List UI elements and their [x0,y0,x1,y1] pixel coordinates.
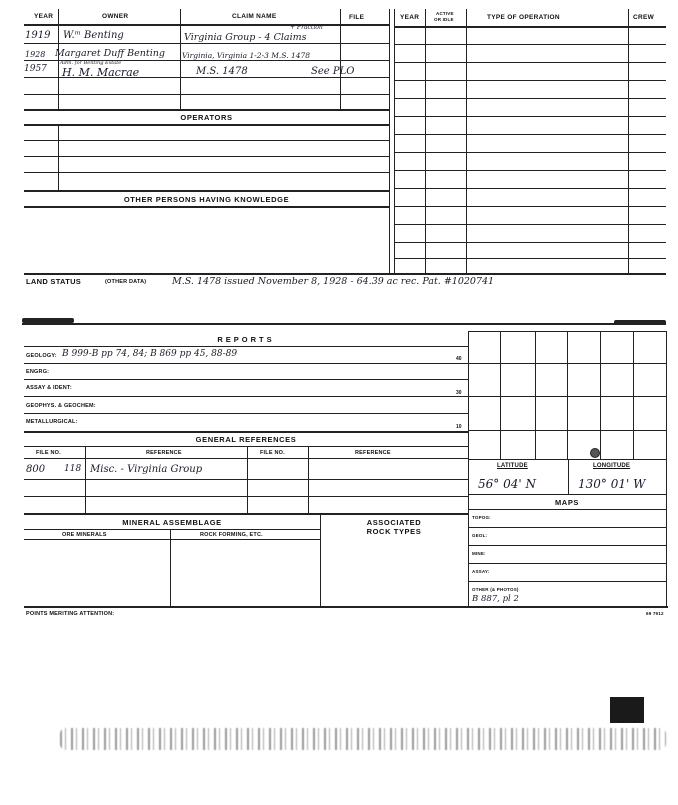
header-year-2: YEAR [400,14,420,21]
rock-forming-label: ROCK FORMING, ETC. [200,532,263,538]
general-references-title: GENERAL REFERENCES [195,435,297,444]
land-status-sublabel: (OTHER DATA) [105,279,147,285]
metallurgical-label: METALLURGICAL: [26,419,78,425]
owner-row-3-owner-note: Adm. for Benting Estate [60,60,122,66]
header-active: ACTIVE [436,11,454,16]
owner-row-2-year: 1928 [25,50,46,59]
reports-number-30: 30 [456,390,462,396]
rock-types-label: ROCK TYPES [366,527,422,536]
longitude-value: 130° 01' W [578,477,646,491]
ore-minerals-label: ORE MINERALS [62,532,107,538]
owner-row-3-owner: H. M. Macrae [62,66,140,79]
maps-other-value: B 887, pl 2 [472,594,519,604]
ref-row-1-reference: Misc. - Virginia Group [90,464,203,475]
header-owner: OWNER [102,13,129,20]
points-meriting-attention-label: POINTS MERITING ATTENTION: [26,611,115,617]
owner-row-2-claim: Virginia, Virginia 1-2-3 M.S. 1478 [182,51,311,60]
owner-row-1-owner: W.ᵐ Benting [63,30,124,41]
latitude-label: LATITUDE [497,463,528,469]
owner-row-1-year: 1919 [25,30,51,41]
land-status-label: LAND STATUS [26,277,82,286]
ref-header-reference: REFERENCE [146,450,182,456]
latitude-value: 56° 04' N [478,477,536,491]
maps-mine-label: MINE: [472,551,486,556]
longitude-label: LONGITUDE [593,463,631,469]
header-type-of-operation: TYPE OF OPERATION [487,14,560,21]
owner-row-1-claim: Virginia Group - 4 Claims [184,32,307,43]
associated-label: ASSOCIATED [366,518,422,527]
land-status-value: M.S. 1478 issued November 8, 1928 - 64.39 ac rec. Pat. #1020741 [172,276,495,287]
header-claim-name: CLAIM NAME [232,13,277,20]
engrg-label: ENGRG: [26,369,50,375]
header-year: YEAR [34,13,54,20]
maps-assay-label: ASSAY: [472,569,490,574]
header-idle: OR IDLE [434,17,454,22]
scan-smudge [60,728,666,750]
ref-header-reference-2: REFERENCE [355,450,391,456]
owner-row-1-claim-note: + Fraction [290,24,323,31]
reports-number-40: 40 [456,356,462,362]
mineral-assemblage-title: MINERAL ASSEMBLAGE [122,518,222,527]
header-file: FILE [349,14,365,21]
reports-number-10: 10 [456,424,462,430]
maps-other-label: OTHER (& PHOTOS) [472,587,519,592]
header-crew: CREW [633,14,655,21]
ref-header-file-no: FILE NO. [36,450,61,456]
owner-row-3-claim: M.S. 1478 [196,66,248,77]
ref-row-1-file: 800 [26,464,46,475]
owner-row-2-owner: Margaret Duff Benting [55,48,165,59]
ref-row-1-num: 118 [64,464,82,474]
operators-title: OPERATORS [180,113,233,122]
reports-title: REPORTS [217,335,275,344]
owner-row-3-year: 1957 [24,64,47,74]
owner-row-3-file: See PLO [311,66,355,77]
maps-geol-label: GEOL: [472,533,488,538]
ref-header-file-no-2: FILE NO. [260,450,285,456]
maps-title: MAPS [554,498,580,507]
form-number: 69 7912 [646,611,664,616]
other-persons-title: OTHER PERSONS HAVING KNOWLEDGE [123,195,290,204]
assay-ident-label: ASSAY & IDENT: [26,385,72,391]
geophys-label: GEOPHYS. & GEOCHEM: [26,403,96,409]
location-marker-icon [590,448,600,458]
maps-topog-label: TOPOG: [472,515,491,520]
geology-label: GEOLOGY: [26,353,57,359]
geology-value: B 999-B pp 74, 84; B 869 pp 45, 88-89 [62,349,238,359]
